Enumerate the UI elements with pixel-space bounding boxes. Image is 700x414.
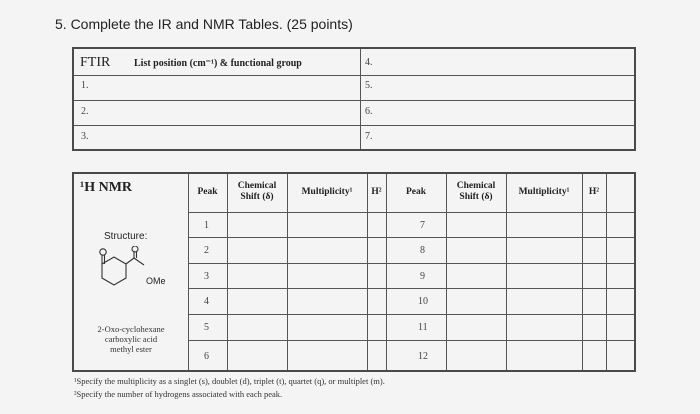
compound-name-line-2: carboxylic acid — [104, 334, 158, 344]
header-multiplicity-right: Multiplicity¹ — [518, 187, 570, 197]
peak-1: 1 — [204, 220, 209, 231]
header-multiplicity-left: Multiplicity¹ — [301, 187, 353, 197]
peak-3: 3 — [204, 271, 209, 282]
peak-2: 2 — [204, 245, 209, 256]
ftir-row-3: 3. — [81, 131, 89, 142]
peak-6: 6 — [204, 351, 209, 362]
header-chem-shift-left-line2: Shift (δ) — [240, 192, 274, 202]
peak-9: 9 — [420, 271, 425, 282]
header-peak-left: Peak — [197, 187, 218, 197]
structure-label: Structure: — [104, 231, 148, 242]
peak-11: 11 — [418, 322, 428, 333]
header-h-right: H² — [588, 187, 600, 197]
question-title: 5. Complete the IR and NMR Tables. (25 points) — [55, 16, 353, 32]
header-h-left: H² — [371, 187, 382, 197]
peak-5: 5 — [204, 322, 209, 333]
ftir-row-4: 4. — [365, 57, 373, 68]
ftir-row-5: 5. — [365, 80, 373, 91]
footnote-multiplicity: ¹Specify the multiplicity as a singlet (s), doublet (d), triplet (t), quartet (q), or multiplet (m). — [74, 376, 385, 386]
ftir-table — [72, 47, 636, 151]
molecule-structure — [88, 246, 188, 312]
ftir-row-2: 2. — [81, 106, 89, 117]
header-chem-shift-left — [227, 181, 287, 203]
ftir-row-7: 7. — [365, 131, 373, 142]
peak-10: 10 — [418, 296, 428, 307]
header-chem-shift-left-line1: Chemical — [237, 181, 277, 191]
compound-name — [77, 324, 185, 354]
nmr-table — [72, 172, 636, 372]
header-chem-shift-right-line1: Chemical — [456, 181, 496, 191]
header-peak-right: Peak — [405, 187, 427, 197]
peak-4: 4 — [204, 296, 209, 307]
compound-name-line-3: methyl ester — [110, 344, 152, 354]
ftir-row-6: 6. — [365, 106, 373, 117]
ftir-label: FTIR — [80, 55, 111, 70]
header-chem-shift-right-line2: Shift (δ) — [459, 192, 493, 202]
nmr-label: ¹H NMR — [80, 180, 133, 195]
ftir-row-1: 1. — [81, 80, 89, 91]
ftir-header: List position (cm⁻¹) & functional group — [134, 58, 302, 69]
molecule-ome-label: OMe — [146, 276, 166, 286]
compound-name-line-1: 2-Oxo-cyclohexane — [97, 324, 165, 334]
peak-7: 7 — [420, 220, 425, 231]
header-chem-shift-right — [446, 181, 506, 203]
peak-8: 8 — [420, 245, 425, 256]
peak-12: 12 — [418, 351, 428, 362]
footnote-hydrogens: ²Specify the number of hydrogens associated with each peak. — [74, 389, 283, 399]
